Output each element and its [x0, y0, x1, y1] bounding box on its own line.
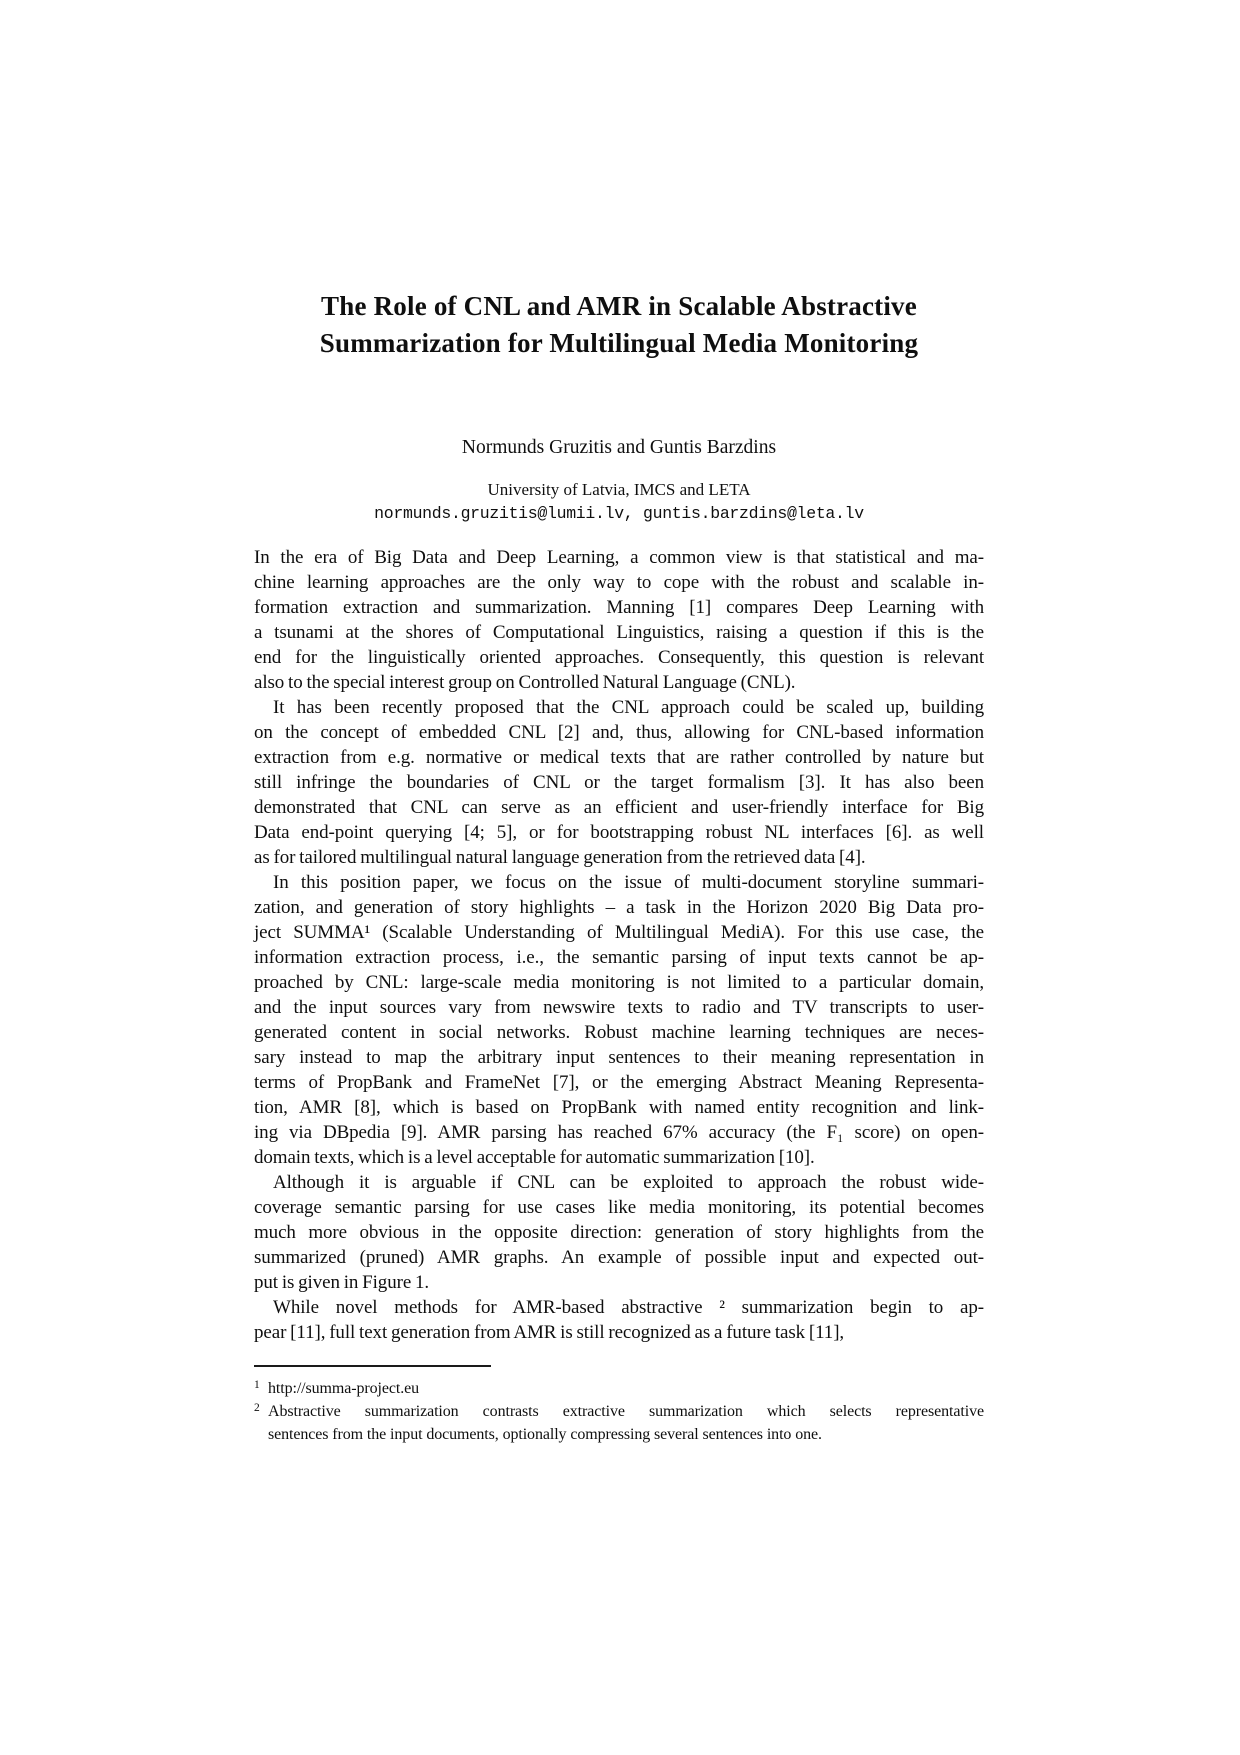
- footnote-line: http://summa-project.eu: [268, 1380, 419, 1397]
- paper-emails: normunds.gruzitis@lumii.lv, guntis.barzdins@leta.lv: [374, 504, 864, 523]
- body-line: zation, and generation of story highlights – a task in the Horizon 2020 Big Data pro-: [254, 897, 984, 918]
- body-line: as for tailored multilingual natural language generation from the retrieved data [4].: [254, 847, 866, 868]
- body-line: sary instead to map the arbitrary input sentences to their meaning representation in: [254, 1047, 984, 1068]
- body-line: domain texts, which is a level acceptable for automatic summarization [10].: [254, 1147, 815, 1168]
- footnote-line: sentences from the input documents, optionally compressing several sentences into one.: [268, 1426, 822, 1443]
- footnote-line: Abstractive summarization contrasts extractive summarization which selects representative: [268, 1403, 984, 1420]
- body-line: Data end-point querying [4; 5], or for bootstrapping robust NL interfaces [6]. as well: [254, 822, 984, 843]
- body-line: ject SUMMA¹ (Scalable Understanding of Multilingual MediA). For this use case, the: [254, 922, 984, 943]
- body-line: demonstrated that CNL can serve as an efficient and user-friendly interface for Big: [254, 797, 984, 818]
- body-line: While novel methods for AMR-based abstractive ² summarization begin to ap-: [273, 1297, 984, 1318]
- body-line: generated content in social networks. Robust machine learning techniques are neces-: [254, 1022, 984, 1043]
- body-line: extraction from e.g. normative or medical texts that are rather controlled by nature but: [254, 747, 984, 768]
- footnote-text: [268, 1400, 984, 1446]
- paper-title-line-1: The Role of CNL and AMR in Scalable Abstractive: [321, 291, 917, 321]
- body-line: Although it is arguable if CNL can be exploited to approach the robust wide-: [273, 1172, 984, 1193]
- paper-authors: Normunds Gruzitis and Guntis Barzdins: [461, 437, 777, 458]
- body-line: tion, AMR [8], which is based on PropBank with named entity recognition and link-: [254, 1097, 984, 1118]
- footnote-item: [254, 1400, 984, 1446]
- body-line: much more obvious in the opposite direction: generation of story highlights from the: [254, 1222, 984, 1243]
- body-line: chine learning approaches are the only way to cope with the robust and scalable in-: [254, 572, 984, 593]
- body-line: terms of PropBank and FrameNet [7], or the emerging Abstract Meaning Representa-: [254, 1072, 984, 1093]
- body-line: In the era of Big Data and Deep Learning, a common view is that statistical and ma-: [254, 547, 984, 568]
- body-line: a tsunami at the shores of Computational Linguistics, raising a question if this is the: [254, 622, 984, 643]
- body-line: and the input sources vary from newswire texts to radio and TV transcripts to user-: [254, 997, 984, 1018]
- body-line: still infringe the boundaries of CNL or the target formalism [3]. It has also been: [254, 772, 984, 793]
- paper-affiliation: University of Latvia, IMCS and LETA: [487, 480, 751, 499]
- body-line: pear [11], full text generation from AMR is still recognized as a future task [11],: [254, 1322, 845, 1343]
- body-line: also to the special interest group on Controlled Natural Language (CNL).: [254, 672, 796, 693]
- body-line: proached by CNL: large-scale media monitoring is not limited to a particular domain,: [254, 972, 984, 993]
- body-line: In this position paper, we focus on the issue of multi-document storyline summari-: [273, 872, 984, 893]
- footnote-marker: 2: [254, 1402, 260, 1414]
- article-body: [254, 545, 984, 1345]
- footnote-item: [254, 1377, 984, 1400]
- footnote-text: [268, 1377, 984, 1400]
- body-line: It has been recently proposed that the CNL approach could be scaled up, building: [273, 697, 984, 718]
- body-line: coverage semantic parsing for use cases like media monitoring, its potential becomes: [254, 1197, 984, 1218]
- footnote-divider: [254, 1365, 491, 1367]
- footnotes: [254, 1377, 984, 1446]
- body-line: ing via DBpedia [9]. AMR parsing has reached 67% accuracy (the F₁ score) on open-: [254, 1122, 984, 1143]
- body-line: formation extraction and summarization. Manning [1] compares Deep Learning with: [254, 597, 984, 618]
- body-line: summarized (pruned) AMR graphs. An example of possible input and expected out-: [254, 1247, 984, 1268]
- body-line: on the concept of embedded CNL [2] and, thus, allowing for CNL-based information: [254, 722, 984, 743]
- paper-title: [254, 288, 984, 362]
- paper-title-line-2: Summarization for Multilingual Media Monitoring: [319, 328, 919, 358]
- body-line: end for the linguistically oriented approaches. Consequently, this question is relevant: [254, 647, 984, 668]
- body-line: information extraction process, i.e., the semantic parsing of input texts cannot be ap-: [254, 947, 984, 968]
- body-line: put is given in Figure 1.: [254, 1272, 430, 1293]
- footnote-marker: 1: [254, 1379, 260, 1391]
